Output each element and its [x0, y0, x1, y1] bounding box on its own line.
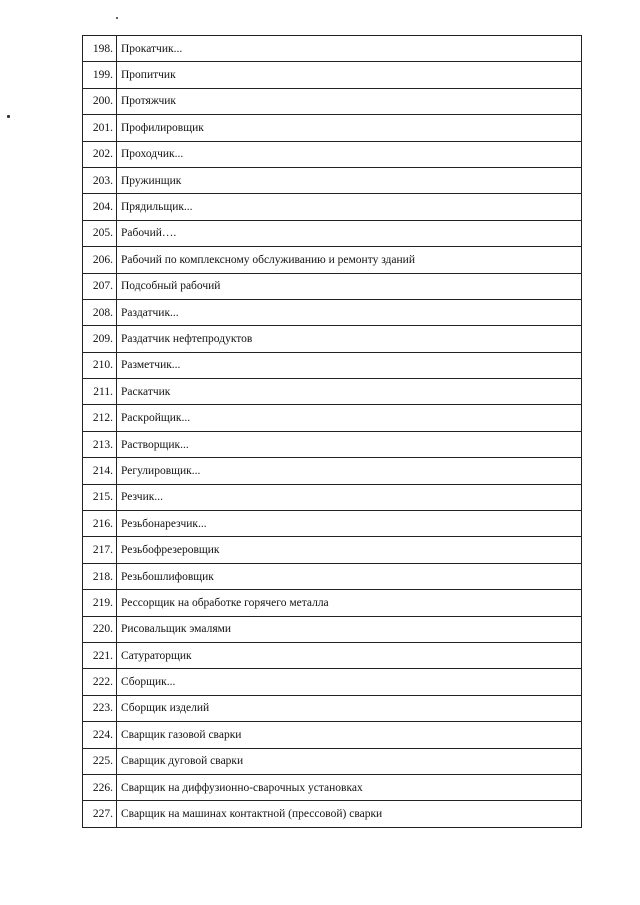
table-row: [83, 616, 582, 642]
occupation-name: Раздатчик нефтепродуктов: [117, 326, 582, 352]
occupation-name: Рессорщик на обработке горячего металла: [117, 590, 582, 616]
row-number: 223.: [83, 695, 117, 721]
occupation-name: Сварщик газовой сварки: [117, 722, 582, 748]
table-row: [83, 115, 582, 141]
occupation-table-body: [83, 36, 582, 828]
occupation-name: Сварщик дуговой сварки: [117, 748, 582, 774]
occupation-name: Пропитчик: [117, 62, 582, 88]
occupation-name: Рабочий по комплексному обслуживанию и ремонту зданий: [117, 247, 582, 273]
table-row: [83, 458, 582, 484]
table-row: [83, 220, 582, 246]
row-number: 218.: [83, 563, 117, 589]
scan-speck: [7, 115, 10, 118]
occupation-name: Резчик...: [117, 484, 582, 510]
row-number: 203.: [83, 167, 117, 193]
occupation-name: Сварщик на машинах контактной (прессовой) сварки: [117, 801, 582, 827]
table-row: [83, 36, 582, 62]
table-row: [83, 695, 582, 721]
table-row: [83, 801, 582, 827]
occupation-name: Раскройщик...: [117, 405, 582, 431]
occupation-name: Сварщик на диффузионно-сварочных установках: [117, 774, 582, 800]
table-row: [83, 537, 582, 563]
table-row: [83, 722, 582, 748]
table-row: [83, 352, 582, 378]
table-row: [83, 326, 582, 352]
occupation-name: Рисовальщик эмалями: [117, 616, 582, 642]
occupation-name: Прядильщик...: [117, 194, 582, 220]
row-number: 200.: [83, 88, 117, 114]
occupation-name: Сатураторщик: [117, 642, 582, 668]
row-number: 217.: [83, 537, 117, 563]
row-number: 226.: [83, 774, 117, 800]
table-row: [83, 273, 582, 299]
row-number: 214.: [83, 458, 117, 484]
occupation-name: Раскатчик: [117, 379, 582, 405]
table-row: [83, 88, 582, 114]
table-row: [83, 379, 582, 405]
occupation-name: Профилировщик: [117, 115, 582, 141]
row-number: 212.: [83, 405, 117, 431]
occupation-name: Сборщик...: [117, 669, 582, 695]
table-row: [83, 405, 582, 431]
occupation-name: Проходчик...: [117, 141, 582, 167]
row-number: 225.: [83, 748, 117, 774]
occupation-name: Пружинщик: [117, 167, 582, 193]
table-row: [83, 167, 582, 193]
occupation-name: Рабочий….: [117, 220, 582, 246]
occupation-name: Растворщик...: [117, 431, 582, 457]
row-number: 205.: [83, 220, 117, 246]
scan-speck: [116, 17, 118, 19]
occupation-name: Раздатчик...: [117, 299, 582, 325]
row-number: 221.: [83, 642, 117, 668]
table-row: [83, 484, 582, 510]
row-number: 207.: [83, 273, 117, 299]
row-number: 201.: [83, 115, 117, 141]
table-row: [83, 563, 582, 589]
row-number: 199.: [83, 62, 117, 88]
table-row: [83, 247, 582, 273]
row-number: 216.: [83, 511, 117, 537]
occupation-name: Сборщик изделий: [117, 695, 582, 721]
table-row: [83, 62, 582, 88]
row-number: 198.: [83, 36, 117, 62]
row-number: 215.: [83, 484, 117, 510]
row-number: 206.: [83, 247, 117, 273]
occupation-name: Резьбофрезеровщик: [117, 537, 582, 563]
row-number: 210.: [83, 352, 117, 378]
row-number: 204.: [83, 194, 117, 220]
occupation-name: Прокатчик...: [117, 36, 582, 62]
row-number: 220.: [83, 616, 117, 642]
occupation-name: Резьбонарезчик...: [117, 511, 582, 537]
table-row: [83, 141, 582, 167]
table-row: [83, 590, 582, 616]
table-row: [83, 299, 582, 325]
row-number: 227.: [83, 801, 117, 827]
row-number: 209.: [83, 326, 117, 352]
row-number: 211.: [83, 379, 117, 405]
row-number: 208.: [83, 299, 117, 325]
table-row: [83, 642, 582, 668]
table-row: [83, 748, 582, 774]
row-number: 224.: [83, 722, 117, 748]
occupation-name: Резьбошлифовщик: [117, 563, 582, 589]
occupation-name: Регулировщик...: [117, 458, 582, 484]
occupation-name: Разметчик...: [117, 352, 582, 378]
row-number: 202.: [83, 141, 117, 167]
table-row: [83, 511, 582, 537]
occupation-name: Подсобный рабочий: [117, 273, 582, 299]
row-number: 222.: [83, 669, 117, 695]
table-row: [83, 431, 582, 457]
row-number: 213.: [83, 431, 117, 457]
row-number: 219.: [83, 590, 117, 616]
occupation-table: [82, 35, 582, 828]
table-row: [83, 194, 582, 220]
occupation-name: Протяжчик: [117, 88, 582, 114]
table-row: [83, 669, 582, 695]
table-row: [83, 774, 582, 800]
